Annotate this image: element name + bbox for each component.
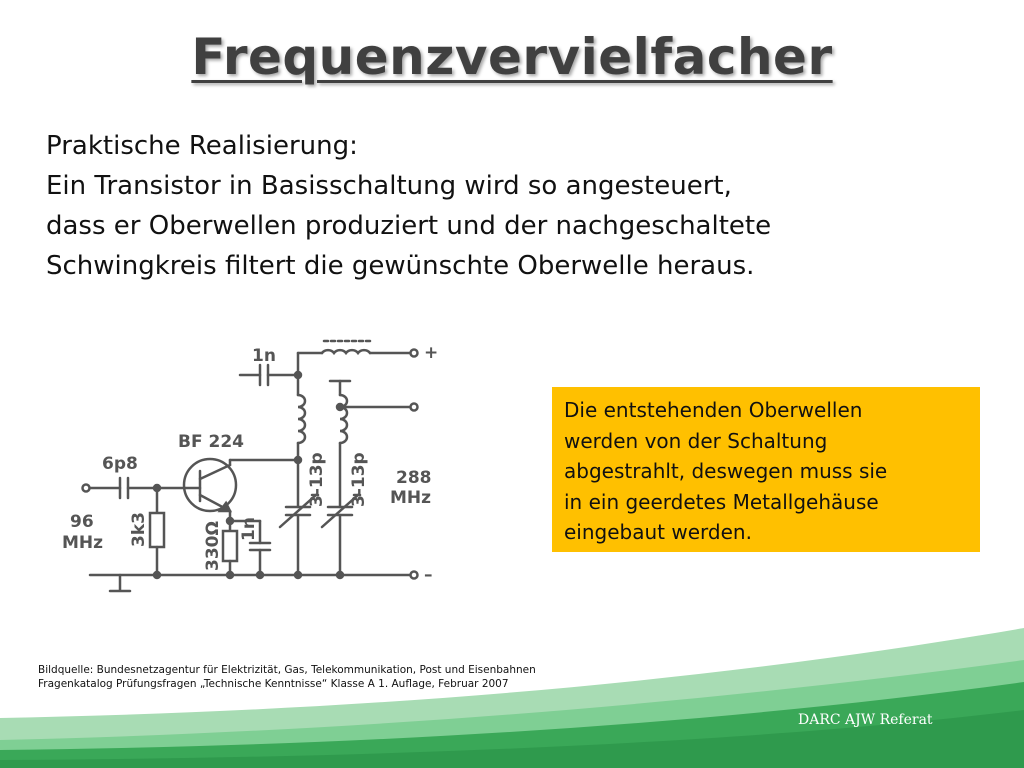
- warning-note-box: [552, 387, 980, 552]
- body-text: [46, 126, 1006, 286]
- circuit-label-resistor-emitter: 330Ω: [203, 521, 223, 571]
- circuit-label-cap-input: 6p8: [102, 454, 138, 474]
- circuit-label-trimmer-2: 3-13p: [349, 452, 369, 507]
- source-line: Bildquelle: Bundesnetzagentur für Elektrizität, Gas, Telekommunikation, Post und Eisenbahnen: [38, 664, 536, 676]
- circuit-label-resistor-base: 3k3: [129, 512, 149, 547]
- note-line: werden von der Schaltung: [564, 428, 828, 453]
- note-line: Die entstehenden Oberwellen: [564, 398, 863, 422]
- slide-title: Frequenzvervielfacher: [191, 28, 833, 86]
- circuit-label-minus: –: [424, 565, 433, 585]
- frequency-multiplier-circuit-diagram: [60, 335, 450, 600]
- note-line: eingebaut werden.: [564, 520, 752, 544]
- note-line: in ein geerdetes Metallgehäuse: [564, 489, 879, 514]
- circuit-label-cap-emitter: 1n: [239, 517, 259, 541]
- body-line: Praktische Realisierung:: [46, 131, 358, 161]
- circuit-label-cap-top: 1n: [252, 346, 276, 366]
- body-line: dass er Oberwellen produziert und der nachgeschaltete: [46, 211, 772, 241]
- circuit-label-input-unit: MHz: [62, 533, 104, 553]
- footer-label: DARC AJW Referat: [798, 712, 933, 728]
- body-line: Ein Transistor in Basisschaltung wird so angesteuert,: [46, 171, 732, 201]
- circuit-label-trimmer-1: 3-13p: [307, 452, 327, 507]
- circuit-label-output-unit: MHz: [390, 488, 432, 508]
- source-line: Fragenkatalog Prüfungsfragen „Technische Kenntnisse“ Klasse A 1. Auflage, Februar 2007: [38, 677, 509, 690]
- note-line: abgestrahlt, deswegen muss sie: [564, 459, 888, 483]
- circuit-label-transistor: BF 224: [178, 432, 244, 452]
- circuit-label-plus: +: [424, 343, 439, 363]
- circuit-label-input-freq: 96: [70, 512, 94, 532]
- circuit-label-output-freq: 288: [396, 468, 432, 488]
- image-source-citation: [38, 664, 536, 691]
- body-line: Schwingkreis filtert die gewünschte Oberwelle heraus.: [46, 251, 755, 281]
